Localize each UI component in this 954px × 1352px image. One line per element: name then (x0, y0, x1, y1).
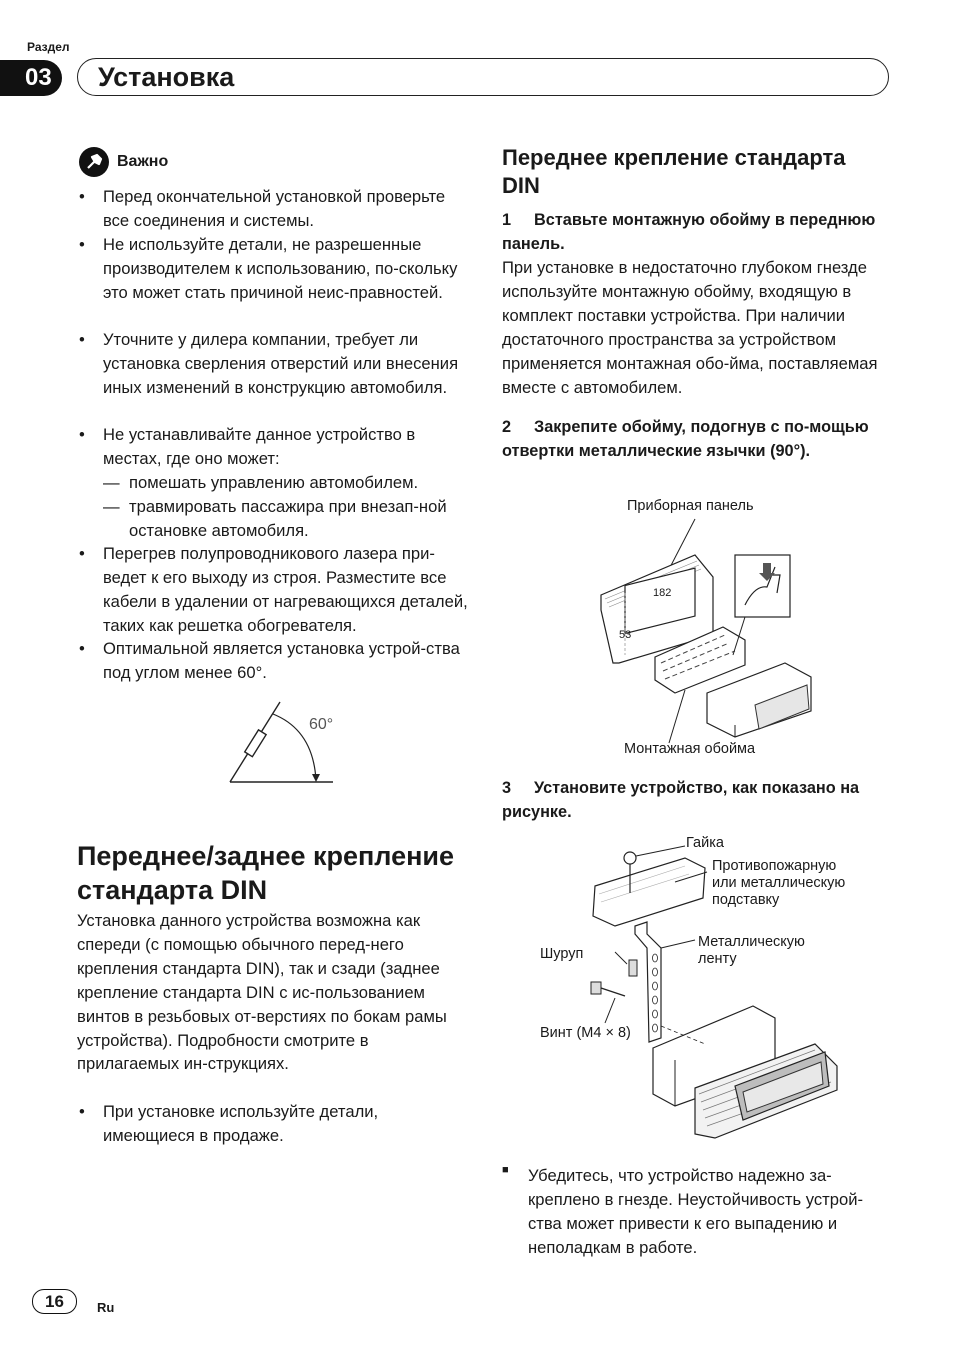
step-1-body: При установке в недостаточно глубоком гнезде используйте монтажную обойму, входящую в комплект поставки устройства. При наличии достаточного пространства за устройством применяется монтажная обо-йма, поставляемая вместе с автомобилем. (502, 258, 878, 397)
figure2-label-firewall: Противопожарную или металлическую подставку (712, 858, 846, 908)
figure2-label-bolt: Винт (M4 × 8) (540, 1025, 631, 1041)
section-number: 03 (0, 60, 62, 96)
step-text: Закрепите обойму, подогнув с по-мощью отвертки металлические язычки (90°). (502, 418, 869, 460)
page-title: Установка (98, 62, 235, 92)
list-item-text: Не устанавливайте данное устройство в местах, где оно может: (103, 425, 416, 468)
list-item: • Перегрев полупроводникового лазера при-ведет к его выходу из строя. Разместите все кабели в удалении от нагревающихся деталей, таких как решетка обогревателя. (79, 542, 469, 638)
list-item: • Не используйте детали, не разрешенные производителем к использованию, по-скольку это может стать причиной неис-правностей. (79, 233, 469, 305)
figure2-label-nut: Гайка (686, 835, 724, 851)
note-text: Убедитесь, что устройство надежно за-креплено в гнезде. Неустойчивость устрой-ства может привести к его выпадению и неполадкам в работе. (528, 1166, 864, 1257)
figure1-label-panel: Приборная панель (627, 498, 754, 514)
step-2 (502, 416, 892, 463)
list-item: • При установке используйте детали, имеющиеся в продаже. (79, 1100, 469, 1148)
sub-list-item: — травмировать пассажира при внезап-ной остановке автомобиля. (103, 495, 473, 543)
section-label: Раздел (27, 40, 70, 54)
figure2-label-strap: Металлическую ленту (698, 934, 805, 967)
step-1 (502, 209, 892, 256)
dimension-width: 182 (653, 587, 672, 599)
angle-label: 60° (309, 716, 334, 733)
list-item-text: Не используйте детали, не разрешенные производителем к использованию, по-скольку это может стать причиной неис-правностей. (103, 235, 458, 302)
figure1-label-sleeve: Монтажная обойма (624, 741, 756, 757)
list-item-text: Уточните у дилера компании, требует ли установка сверления отверстий или внесения иных изменений в конструкцию автомобиля. (103, 330, 459, 397)
list-item: • Перед окончательной установкой проверьте все соединения и системы. (79, 185, 469, 233)
note-marker: ■ (502, 1164, 509, 1176)
sub-list-item-text: травмировать пассажира при внезап-ной остановке автомобиля. (129, 497, 447, 540)
step-number: 3 (502, 779, 512, 797)
list-item: • Не устанавливайте данное устройство в местах, где оно может: (79, 423, 469, 471)
section-heading: Переднее/заднее крепление стандарта DIN (77, 841, 455, 905)
step-number: 2 (502, 418, 512, 436)
list-item: • Уточните у дилера компании, требует ли установка сверления отверстий или внесения иных изменений в конструкцию автомобиля. (79, 328, 469, 400)
important-label: Важно (117, 153, 169, 170)
intro-paragraph: Установка данного устройства возможна как спереди (с помощью обычного перед-него крепления стандарта DIN), так и сзади (заднее крепление стандарта DIN с ис-пользованием винтов в резьбовых от-верстиях по бокам рамы устройства). Подробности смотрите в прилагаемых ин-струкциях. (77, 911, 447, 1074)
sub-list-item: — помешать управлению автомобилем. (103, 471, 473, 495)
list-item-text: При установке используйте детали, имеющиеся в продаже. (103, 1102, 379, 1145)
step-3 (502, 777, 892, 824)
sub-list-item-text: помешать управлению автомобилем. (129, 473, 419, 492)
step-text: Установите устройство, как показано на рисунке. (502, 779, 860, 821)
angle-diagram (225, 700, 345, 790)
figure2-label-screw: Шуруп (540, 946, 584, 962)
step-text: Вставьте монтажную обойму в переднюю панель. (502, 211, 876, 253)
page-number: 16 (32, 1289, 77, 1314)
important-header (79, 147, 168, 177)
list-item-text: Оптимальной является установка устрой-ства под углом менее 60°. (103, 639, 460, 682)
language-code: Ru (97, 1300, 115, 1315)
step-number: 1 (502, 211, 512, 229)
list-item-text: Перегрев полупроводникового лазера при-ведет к его выходу из строя. Разместите все кабели в удалении от нагревающихся деталей, таких как решетка обогревателя. (103, 544, 468, 635)
list-item-text: Перед окончательной установкой проверьте все соединения и системы. (103, 187, 446, 230)
list-item: • Оптимальной является установка устрой-ства под углом менее 60°. (79, 637, 469, 685)
important-icon (79, 147, 109, 177)
dimension-height: 53 (619, 629, 632, 641)
subsection-heading: Переднее крепление стандарта DIN (502, 145, 846, 198)
